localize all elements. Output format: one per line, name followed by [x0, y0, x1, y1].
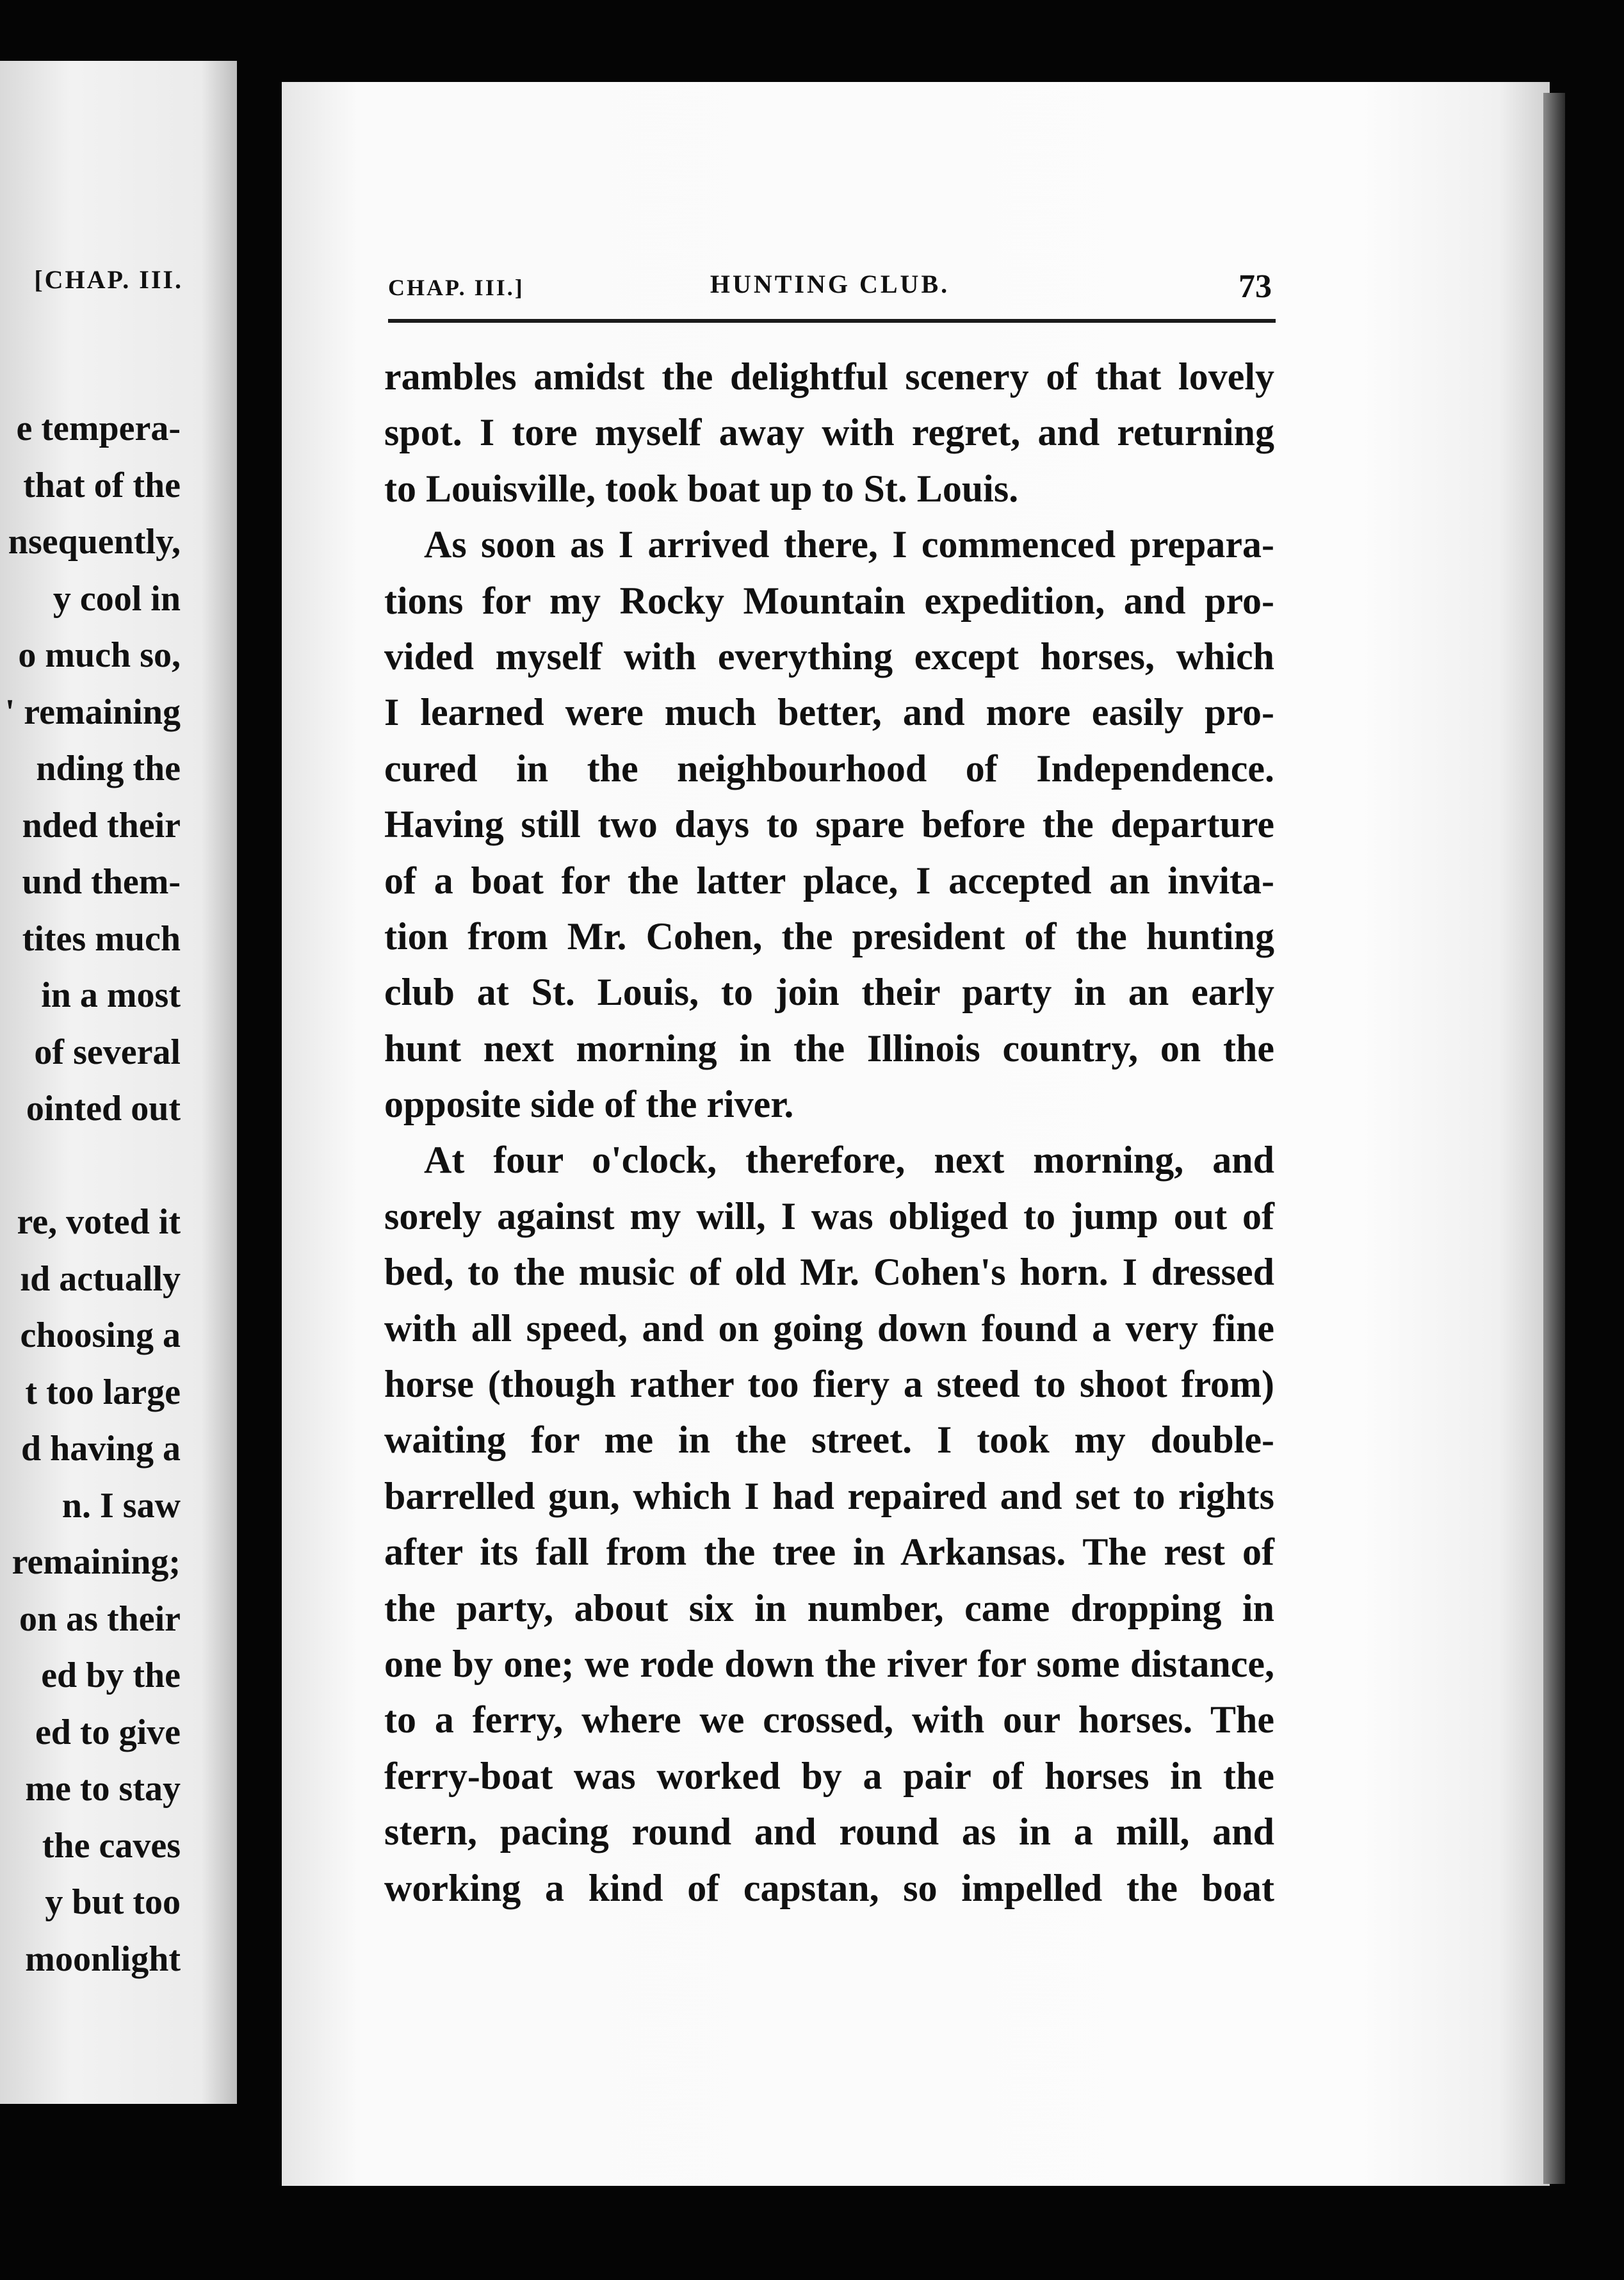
text-line: with all speed, and on going down found a very fine [384, 1307, 1274, 1349]
text-line: I learned were much better, and more easily pro- [384, 691, 1274, 734]
text-line: opposite side of the river. [384, 1083, 794, 1126]
left-text-line: o much so, [18, 635, 181, 675]
left-text-line: nded their [22, 805, 181, 845]
text-line: bed, to the music of old Mr. Cohen's horn. I dressed [384, 1251, 1274, 1294]
chapter-label: CHAP. III.] [388, 275, 524, 300]
left-text-line: d having a [21, 1429, 181, 1469]
text-line: the party, about six in number, came dropping in [384, 1586, 1274, 1629]
running-head [388, 268, 1272, 306]
text-line: after its fall from the tree in Arkansas. The rest of [384, 1531, 1274, 1574]
left-text-line: ıd actually [20, 1258, 181, 1299]
left-text-line: choosing a [20, 1315, 181, 1355]
text-line: cured in the neighbourhood of Independence. [384, 747, 1274, 790]
left-running-head: [CHAP. III. [34, 265, 183, 294]
text-line: horse (though rather too fiery a steed to shoot from) [384, 1363, 1274, 1406]
left-text-line: tites much [22, 918, 181, 959]
left-page [0, 61, 237, 2104]
left-page-text [5, 400, 181, 1987]
page-edge-shadow [1543, 93, 1565, 2184]
left-text-line: me to stay [25, 1769, 181, 1809]
text-line: vided myself with everything except horses, which [384, 635, 1274, 678]
text-line: Having still two days to spare before the departure [384, 803, 1274, 846]
left-text-line: y but too [45, 1882, 181, 1922]
page-number: 73 [1238, 268, 1272, 305]
text-line: ferry-boat was worked by a pair of horses in the [384, 1754, 1274, 1797]
text-line: club at St. Louis, to join their party in an early [384, 971, 1274, 1014]
text-line: one by one; we rode down the river for some distance, [384, 1642, 1274, 1685]
left-text-line: und them- [22, 862, 181, 902]
text-line: As soon as I arrived there, I commenced prepara- [424, 523, 1274, 566]
left-text-line: re, voted it [17, 1202, 181, 1242]
left-text-line: ointed out [26, 1089, 181, 1128]
text-line: sorely against my will, I was obliged to jump out of [384, 1194, 1274, 1237]
running-title: HUNTING CLUB. [710, 270, 950, 298]
left-text-line: e tempera- [16, 409, 181, 448]
text-line: to Louisville, took boat up to St. Louis. [384, 467, 1019, 510]
text-line: waiting for me in the street. I took my double- [384, 1419, 1274, 1462]
text-line: rambles amidst the delightful scenery of that lovely [384, 355, 1274, 398]
text-line: working a kind of capstan, so impelled the boat [384, 1866, 1274, 1909]
left-text-line: ed to give [35, 1712, 181, 1752]
paragraph-gap [5, 1137, 181, 1194]
text-line: spot. I tore myself away with regret, and returning [384, 411, 1274, 454]
left-text-line: in a most [41, 975, 181, 1015]
left-text-line: nding the [36, 749, 181, 788]
left-text-line: ' remaining [4, 692, 181, 732]
left-text-line: that of the [23, 465, 181, 505]
header-rule [388, 319, 1276, 323]
left-text-line: on as their [19, 1599, 181, 1639]
text-line: hunt next morning in the Illinois country, on the [384, 1027, 1274, 1070]
body-text [384, 349, 1274, 1916]
text-line: tions for my Rocky Mountain expedition, and pro- [384, 579, 1274, 622]
text-line: to a ferry, where we crossed, with our horses. The [384, 1698, 1274, 1741]
left-text-line: moonlight [25, 1939, 181, 1979]
left-text-line: ed by the [41, 1656, 181, 1695]
text-line: stern, pacing round and round as in a mill, and [384, 1811, 1274, 1853]
left-text-line: n. I saw [61, 1485, 181, 1526]
text-line: barrelled gun, which I had repaired and set to rights [384, 1474, 1274, 1517]
left-text-line: nsequently, [8, 522, 181, 562]
text-line: At four o'clock, therefore, next morning, and [424, 1139, 1274, 1182]
left-text-line: remaining; [12, 1542, 181, 1582]
text-line: tion from Mr. Cohen, the president of the hunting [384, 915, 1274, 957]
left-text-line: the caves [42, 1825, 181, 1866]
left-text-line: of several [34, 1032, 181, 1072]
left-text-line: t too large [25, 1372, 181, 1412]
left-text-line: y cool in [53, 578, 181, 619]
text-line: of a boat for the latter place, I accepted an invita- [384, 859, 1274, 902]
